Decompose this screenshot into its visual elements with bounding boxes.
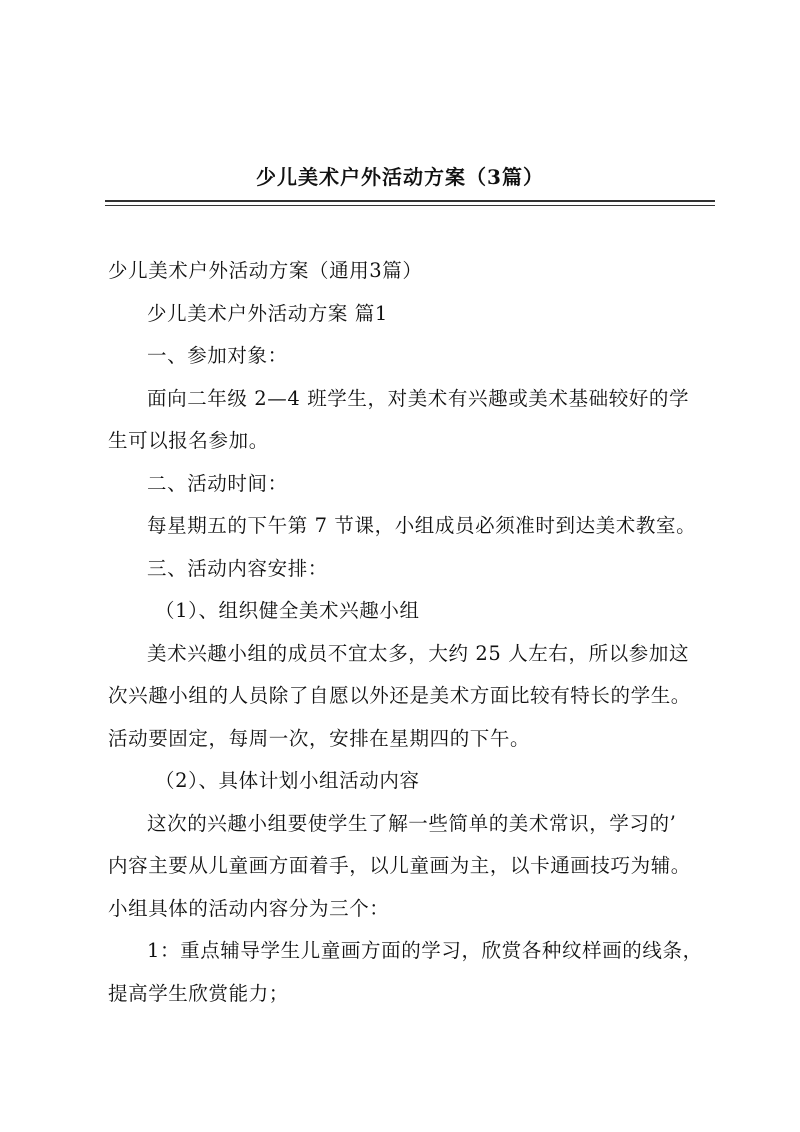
paragraph-line: 提高学生欣赏能力； (108, 981, 289, 1005)
paragraph-line: 次兴趣小组的人员除了自愿以外还是美术方面比较有特长的学生。 (108, 684, 691, 707)
subheading-plan-content: （2）、具体计划小组活动内容 (155, 769, 420, 792)
section-heading: 少儿美术户外活动方案 篇1 (147, 301, 388, 325)
document-body (108, 250, 720, 1015)
document-title: 少儿美术户外活动方案（3篇） (256, 165, 544, 189)
paragraph-line: 每星期五的下午第 7 节课，小组成员必须准时到达美术教室。 (147, 514, 697, 537)
title-divider-thin (105, 205, 715, 206)
paragraph-line: 内容主要从儿童画方面着手，以儿童画为主，以卡通画技巧为辅。 (108, 854, 691, 877)
heading-activity-content: 三、活动内容安排： (147, 556, 328, 580)
paragraph-line: 这次的兴趣小组要使学生了解一些简单的美术常识，学习的’ (147, 811, 677, 835)
subtitle-line: 少儿美术户外活动方案（通用3篇） (108, 259, 423, 282)
heading-participants: 一、参加对象： (147, 344, 288, 367)
paragraph-line: 小组具体的活动内容分为三个： (108, 896, 390, 920)
subheading-organize-group: （1）、组织健全美术兴趣小组 (155, 599, 420, 622)
paragraph-line: 面向二年级 2—4 班学生，对美术有兴趣或美术基础较好的学 (147, 386, 690, 410)
paragraph-line: 1：重点辅导学生儿童画方面的学习，欣赏各种纹样画的线条， (147, 939, 703, 962)
heading-activity-time: 二、活动时间： (147, 471, 288, 495)
paragraph-line: 生可以报名参加。 (108, 429, 269, 452)
title-divider-thick (105, 200, 715, 202)
paragraph-line: 美术兴趣小组的成员不宜太多，大约 25 人左右，所以参加这 (147, 641, 690, 665)
paragraph-line: 活动要固定，每周一次，安排在星期四的下午。 (108, 726, 531, 750)
